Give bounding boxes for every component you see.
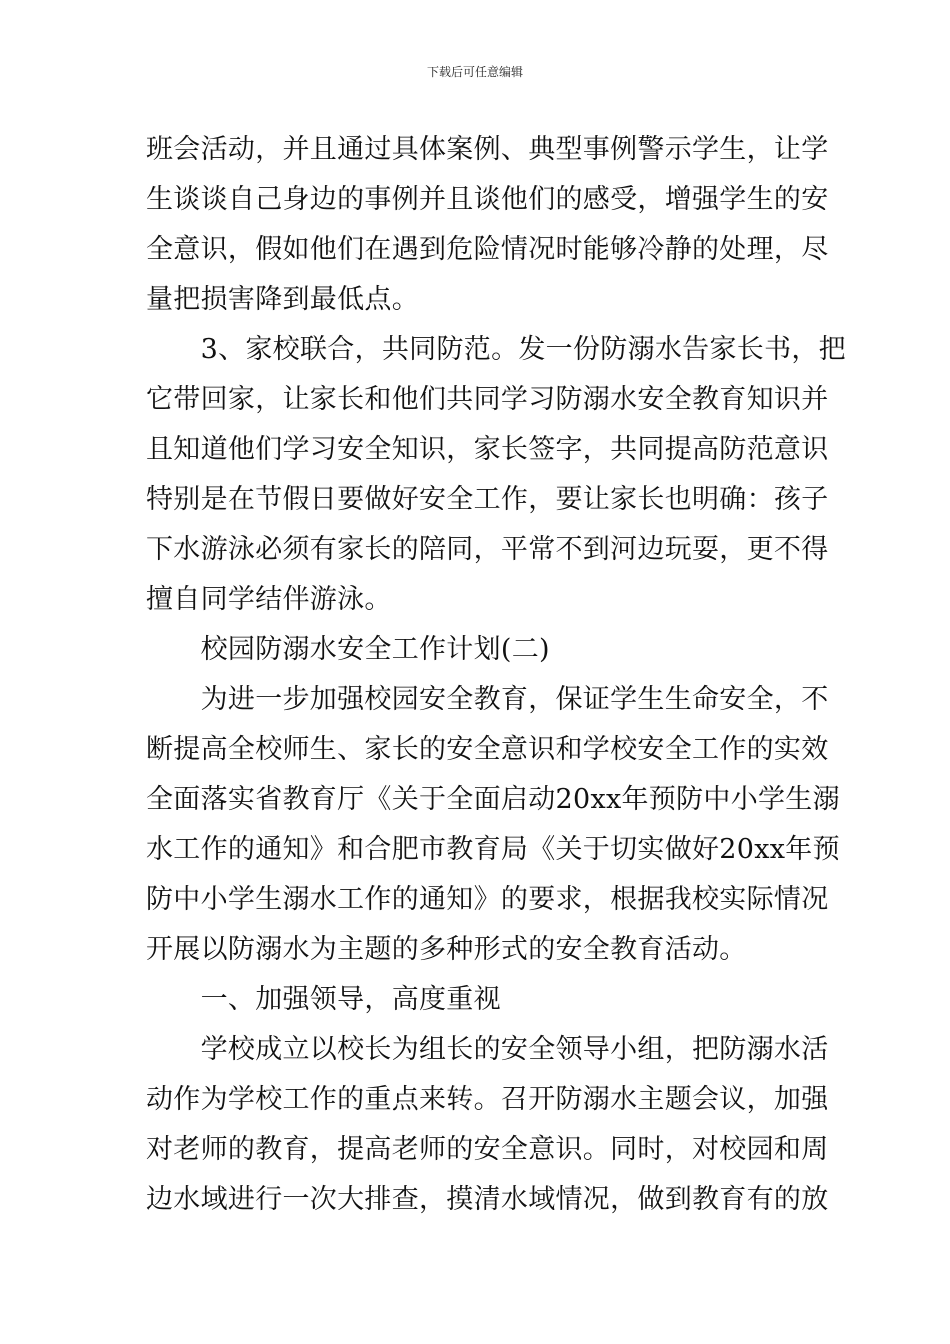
text-line: 3、家校联合，共同防范。发一份防溺水告家长书，把 xyxy=(146,334,846,365)
text-line: 量把损害降到最低点。 xyxy=(146,284,419,315)
text-line: 学校成立以校长为组长的安全领导小组，把防溺水活 xyxy=(146,1034,829,1065)
text-line: 防中小学生溺水工作的通知》的要求，根据我校实际情况 xyxy=(146,884,829,915)
text-line: 开展以防溺水为主题的多种形式的安全教育活动。 xyxy=(146,934,747,965)
text-line: 对老师的教育，提高老师的安全意识。同时，对校园和周 xyxy=(146,1134,829,1165)
text-line: 动作为学校工作的重点来转。召开防溺水主题会议，加强 xyxy=(146,1084,829,1115)
page-header-note: 下载后可任意编辑 xyxy=(426,65,523,79)
text-line: 为进一步加强校园安全教育，保证学生生命安全，不 xyxy=(146,684,829,715)
text-line: 下水游泳必须有家长的陪同，平常不到河边玩耍，更不得 xyxy=(146,534,829,565)
text-line: 它带回家，让家长和他们共同学习防溺水安全教育知识并 xyxy=(146,384,829,415)
text-line: 水工作的通知》和合肥市教育局《关于切实做好20xx年预 xyxy=(146,834,840,865)
section-title: 校园防溺水安全工作计划(二) xyxy=(146,634,550,665)
section-heading: 一、加强领导，高度重视 xyxy=(146,984,501,1015)
text-line: 擅自同学结伴游泳。 xyxy=(146,584,392,615)
document-body xyxy=(146,125,846,1225)
text-line: 全意识，假如他们在遇到危险情况时能够冷静的处理，尽 xyxy=(146,234,829,265)
text-line: 且知道他们学习安全知识，家长签字，共同提高防范意识 xyxy=(146,434,829,465)
text-line: 边水域进行一次大排查，摸清水域情况，做到教育有的放 xyxy=(146,1184,829,1215)
text-line: 生谈谈自己身边的事例并且谈他们的感受，增强学生的安 xyxy=(146,184,829,215)
text-line: 班会活动，并且通过具体案例、典型事例警示学生，让学 xyxy=(146,134,829,165)
text-line: 断提高全校师生、家长的安全意识和学校安全工作的实效 xyxy=(146,734,829,765)
text-line: 特别是在节假日要做好安全工作，要让家长也明确：孩子 xyxy=(146,484,829,515)
text-line: 全面落实省教育厅《关于全面启动20xx年预防中小学生溺 xyxy=(146,784,840,815)
